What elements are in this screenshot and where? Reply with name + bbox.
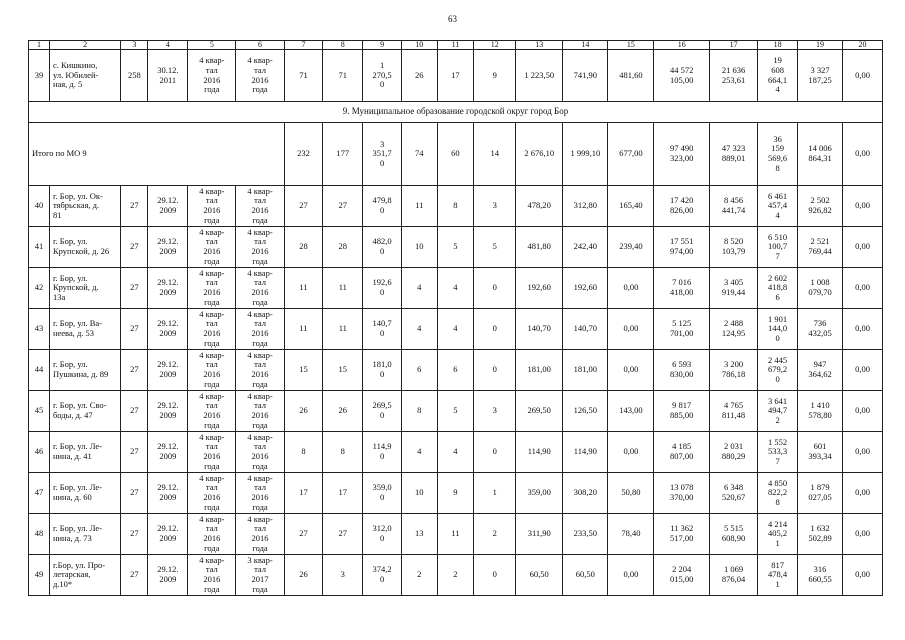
table-cell: 3: [474, 186, 516, 227]
table-cell: 17 420 826,00: [654, 186, 710, 227]
column-number: 19: [797, 41, 842, 50]
address-cell: г. Бор, ул. Ле- нина, д. 60: [49, 473, 120, 514]
column-number: 4: [148, 41, 188, 50]
table-cell: 3: [474, 391, 516, 432]
table-cell: 4 квар- тал 2016 года: [188, 391, 236, 432]
table-cell: 239,40: [608, 227, 654, 268]
table-cell: 308,20: [563, 473, 608, 514]
total-cell: 60: [437, 123, 474, 186]
table-cell: 4 214 405,2 1: [758, 514, 798, 555]
table-cell: 27: [121, 350, 148, 391]
table-cell: 4 185 807,00: [654, 432, 710, 473]
column-number: 7: [284, 41, 323, 50]
table-cell: 17: [437, 50, 474, 102]
column-number: 12: [474, 41, 516, 50]
table-cell: 192,60: [516, 268, 563, 309]
section-row: [29, 102, 883, 123]
table-row: [29, 432, 883, 473]
table-cell: 2 204 015,00: [654, 555, 710, 596]
column-number: 16: [654, 41, 710, 50]
table-cell: 2: [437, 555, 474, 596]
address-cell: г. Бор, ул. Крупской, д. 13а: [49, 268, 120, 309]
table-cell: 8 520 103,79: [709, 227, 757, 268]
column-number: 3: [121, 41, 148, 50]
table-cell: 27: [284, 514, 323, 555]
table-cell: 26: [323, 391, 363, 432]
table-cell: 27: [284, 186, 323, 227]
table-cell: 15: [284, 350, 323, 391]
table-cell: 311,90: [516, 514, 563, 555]
table-cell: 46: [29, 432, 50, 473]
table-cell: 6 593 830,00: [654, 350, 710, 391]
table-cell: 41: [29, 227, 50, 268]
table-cell: 5 515 608,90: [709, 514, 757, 555]
table-cell: 8: [284, 432, 323, 473]
address-cell: г. Бор, ул. Ле- нина, д. 41: [49, 432, 120, 473]
table-cell: 27: [121, 391, 148, 432]
table-cell: 181,0 0: [363, 350, 402, 391]
table-cell: 44: [29, 350, 50, 391]
table-cell: 26: [401, 50, 437, 102]
table-row: [29, 555, 883, 596]
table-cell: 140,70: [516, 309, 563, 350]
table-cell: 11: [437, 514, 474, 555]
table-cell: 48: [29, 514, 50, 555]
table-cell: 4 квар- тал 2016 года: [236, 350, 284, 391]
table-cell: 71: [323, 50, 363, 102]
table-cell: 26: [284, 555, 323, 596]
table-cell: 0,00: [608, 268, 654, 309]
table-cell: 2 031 880,29: [709, 432, 757, 473]
table-cell: 17: [284, 473, 323, 514]
data-table: [28, 40, 883, 596]
table-cell: 947 364,62: [797, 350, 842, 391]
table-cell: 4 квар- тал 2016 года: [188, 432, 236, 473]
table-cell: 60,50: [563, 555, 608, 596]
table-cell: 49: [29, 555, 50, 596]
column-number-row: [29, 41, 883, 50]
table-cell: 29.12. 2009: [148, 555, 188, 596]
table-cell: 6: [401, 350, 437, 391]
table-cell: 8: [323, 432, 363, 473]
table-cell: 5: [474, 227, 516, 268]
table-cell: 601 393,34: [797, 432, 842, 473]
table-cell: 4 квар- тал 2016 года: [236, 391, 284, 432]
total-cell: 36 159 569,6 8: [758, 123, 798, 186]
table-cell: 4 квар- тал 2016 года: [188, 186, 236, 227]
table-cell: 17: [323, 473, 363, 514]
table-cell: 42: [29, 268, 50, 309]
table-cell: 4 квар- тал 2016 года: [188, 555, 236, 596]
table-cell: 736 432,05: [797, 309, 842, 350]
table-row: [29, 309, 883, 350]
table-cell: 4 квар- тал 2016 года: [188, 268, 236, 309]
table-cell: 17 551 974,00: [654, 227, 710, 268]
table-cell: 29.12. 2009: [148, 309, 188, 350]
table-cell: 8 456 441,74: [709, 186, 757, 227]
table-cell: 11: [284, 309, 323, 350]
table-cell: 4 квар- тал 2016 года: [236, 514, 284, 555]
address-cell: г. Бор, ул. Ле- нина, д. 73: [49, 514, 120, 555]
table-cell: 2 488 124,95: [709, 309, 757, 350]
table-cell: 3 квар- тал 2017 года: [236, 555, 284, 596]
table-cell: 1: [474, 473, 516, 514]
total-cell: 0,00: [843, 123, 883, 186]
table-cell: 4 квар- тал 2016 года: [236, 268, 284, 309]
table-cell: 4 квар- тал 2016 года: [188, 50, 236, 102]
table-row: [29, 350, 883, 391]
total-cell: 47 323 889,01: [709, 123, 757, 186]
column-number: 1: [29, 41, 50, 50]
table-cell: 29.12. 2009: [148, 514, 188, 555]
table-row: [29, 186, 883, 227]
total-cell: 3 351,7 0: [363, 123, 402, 186]
table-cell: 181,00: [516, 350, 563, 391]
table-cell: 4: [401, 432, 437, 473]
table-cell: 11: [401, 186, 437, 227]
table-cell: 126,50: [563, 391, 608, 432]
section-title: 9. Муниципальное образование городской округ город Бор: [29, 102, 883, 123]
table-row: [29, 268, 883, 309]
table-row: [29, 227, 883, 268]
table-cell: 19 608 664,1 4: [758, 50, 798, 102]
table-row: [29, 473, 883, 514]
table-cell: 9 817 885,00: [654, 391, 710, 432]
table-cell: 29.12. 2009: [148, 391, 188, 432]
table-cell: 481,60: [608, 50, 654, 102]
total-cell: 97 490 323,00: [654, 123, 710, 186]
table-cell: 0,00: [843, 50, 883, 102]
table-cell: 0,00: [843, 473, 883, 514]
table-cell: 28: [284, 227, 323, 268]
table-cell: 4 квар- тал 2016 года: [236, 473, 284, 514]
table-cell: 316 660,55: [797, 555, 842, 596]
table-cell: 27: [121, 473, 148, 514]
address-cell: г. Бор, ул. Крупской, д. 26: [49, 227, 120, 268]
table-row: [29, 514, 883, 555]
table-cell: 45: [29, 391, 50, 432]
table-cell: 1 552 533,3 7: [758, 432, 798, 473]
table-cell: 1 901 144,0 0: [758, 309, 798, 350]
column-number: 18: [758, 41, 798, 50]
column-number: 15: [608, 41, 654, 50]
table-cell: 0,00: [843, 514, 883, 555]
table-cell: 0,00: [843, 350, 883, 391]
table-cell: 1 632 502,89: [797, 514, 842, 555]
total-cell: 1 999,10: [563, 123, 608, 186]
table-cell: 258: [121, 50, 148, 102]
table-cell: 0,00: [843, 391, 883, 432]
table-cell: 1 069 876,04: [709, 555, 757, 596]
table-cell: 27: [121, 555, 148, 596]
column-number: 11: [437, 41, 474, 50]
table-cell: 4 квар- тал 2016 года: [188, 350, 236, 391]
table-cell: 71: [284, 50, 323, 102]
column-number: 2: [49, 41, 120, 50]
table-cell: 30.12. 2011: [148, 50, 188, 102]
table-cell: 0,00: [843, 432, 883, 473]
table-cell: 28: [323, 227, 363, 268]
table-cell: 27: [121, 227, 148, 268]
table-cell: 359,0 0: [363, 473, 402, 514]
table-cell: 13: [401, 514, 437, 555]
table-cell: 2 521 769,44: [797, 227, 842, 268]
table-cell: 50,80: [608, 473, 654, 514]
table-cell: 269,50: [516, 391, 563, 432]
table-cell: 4 квар- тал 2016 года: [236, 227, 284, 268]
table-cell: 78,40: [608, 514, 654, 555]
table-cell: 29.12. 2009: [148, 227, 188, 268]
table-cell: 5: [437, 227, 474, 268]
table-cell: 10: [401, 473, 437, 514]
table-cell: 817 478,4 1: [758, 555, 798, 596]
table-cell: 4 квар- тал 2016 года: [236, 50, 284, 102]
table-cell: 0: [474, 432, 516, 473]
total-cell: 74: [401, 123, 437, 186]
table-cell: 140,7 0: [363, 309, 402, 350]
table-cell: 3: [323, 555, 363, 596]
table-cell: 11: [284, 268, 323, 309]
address-cell: г.Бор, ул. Про- летарская, д.10*: [49, 555, 120, 596]
table-cell: 0,00: [843, 186, 883, 227]
table-cell: 44 572 105,00: [654, 50, 710, 102]
address-cell: г. Бор, ул. Пушкина, д. 89: [49, 350, 120, 391]
table-cell: 1 223,50: [516, 50, 563, 102]
column-number: 17: [709, 41, 757, 50]
table-cell: 181,00: [563, 350, 608, 391]
table-cell: 60,50: [516, 555, 563, 596]
table-cell: 1 410 578,80: [797, 391, 842, 432]
table-cell: 6 348 520,67: [709, 473, 757, 514]
table-cell: 312,80: [563, 186, 608, 227]
table-cell: 3 405 919,44: [709, 268, 757, 309]
table-cell: 1 008 079,70: [797, 268, 842, 309]
column-number: 6: [236, 41, 284, 50]
table-cell: 5 125 701,00: [654, 309, 710, 350]
table-cell: 11: [323, 309, 363, 350]
table-cell: 11 362 517,00: [654, 514, 710, 555]
table-cell: 359,00: [516, 473, 563, 514]
table-cell: 15: [323, 350, 363, 391]
table-cell: 0,00: [608, 350, 654, 391]
table-cell: 13 078 370,00: [654, 473, 710, 514]
total-cell: 677,00: [608, 123, 654, 186]
table-cell: 0,00: [608, 555, 654, 596]
total-cell: 14: [474, 123, 516, 186]
table-cell: 192,60: [563, 268, 608, 309]
table-cell: 114,90: [516, 432, 563, 473]
table-cell: 27: [323, 186, 363, 227]
table-cell: 43: [29, 309, 50, 350]
column-number: 8: [323, 41, 363, 50]
table-cell: 29.12. 2009: [148, 473, 188, 514]
column-number: 14: [563, 41, 608, 50]
table-cell: 4: [401, 309, 437, 350]
table-cell: 114,90: [563, 432, 608, 473]
table-cell: 3 327 187,25: [797, 50, 842, 102]
table-cell: 9: [474, 50, 516, 102]
table-cell: 4: [437, 432, 474, 473]
table-cell: 3 200 786,18: [709, 350, 757, 391]
table-cell: 233,50: [563, 514, 608, 555]
table-cell: 4 квар- тал 2016 года: [236, 432, 284, 473]
table-cell: 482,0 0: [363, 227, 402, 268]
table-cell: 29.12. 2009: [148, 186, 188, 227]
table-cell: 1 270,5 0: [363, 50, 402, 102]
table-cell: 29.12. 2009: [148, 268, 188, 309]
table-cell: 242,40: [563, 227, 608, 268]
total-cell: 232: [284, 123, 323, 186]
address-cell: с. Кишкино, ул. Юбилей- ная, д. 5: [49, 50, 120, 102]
address-cell: г. Бор, ул. Ва- неева, д. 53: [49, 309, 120, 350]
table-cell: 3 641 494,7 2: [758, 391, 798, 432]
table-cell: 4: [401, 268, 437, 309]
table-cell: 478,20: [516, 186, 563, 227]
table-cell: 481,80: [516, 227, 563, 268]
table-cell: 27: [323, 514, 363, 555]
table-cell: 6 461 457,4 4: [758, 186, 798, 227]
column-number: 10: [401, 41, 437, 50]
table-cell: 0,00: [843, 227, 883, 268]
table-cell: 4 850 822,2 8: [758, 473, 798, 514]
table-cell: 4 квар- тал 2016 года: [236, 186, 284, 227]
column-number: 13: [516, 41, 563, 50]
total-cell: 177: [323, 123, 363, 186]
table-cell: 6: [437, 350, 474, 391]
table-cell: 4 квар- тал 2016 года: [188, 473, 236, 514]
table-cell: 114,9 0: [363, 432, 402, 473]
column-number: 9: [363, 41, 402, 50]
table-cell: 0,00: [843, 268, 883, 309]
table-cell: 312,0 0: [363, 514, 402, 555]
table-cell: 479,8 0: [363, 186, 402, 227]
table-cell: 0,00: [843, 309, 883, 350]
table-cell: 21 636 253,61: [709, 50, 757, 102]
table-cell: 2: [401, 555, 437, 596]
table-cell: 0,00: [843, 555, 883, 596]
table-cell: 140,70: [563, 309, 608, 350]
table-cell: 4 квар- тал 2016 года: [188, 514, 236, 555]
table-cell: 4: [437, 309, 474, 350]
table-cell: 6 510 100,7 7: [758, 227, 798, 268]
total-row: [29, 123, 883, 186]
table-cell: 39: [29, 50, 50, 102]
table-cell: 10: [401, 227, 437, 268]
page-number: 63: [448, 14, 457, 24]
table-cell: 29.12. 2009: [148, 350, 188, 391]
table-cell: 47: [29, 473, 50, 514]
table-cell: 9: [437, 473, 474, 514]
table-cell: 8: [401, 391, 437, 432]
table-cell: 27: [121, 186, 148, 227]
table-cell: 0: [474, 350, 516, 391]
table-cell: 2 445 679,2 0: [758, 350, 798, 391]
table-cell: 27: [121, 432, 148, 473]
table-cell: 26: [284, 391, 323, 432]
column-number: 20: [843, 41, 883, 50]
table-cell: 1 879 027,05: [797, 473, 842, 514]
table-cell: 40: [29, 186, 50, 227]
table-cell: 4: [437, 268, 474, 309]
table-cell: 4 765 811,48: [709, 391, 757, 432]
table-cell: 0,00: [608, 432, 654, 473]
address-cell: г. Бор, ул. Сво- боды, д. 47: [49, 391, 120, 432]
table-cell: 0,00: [608, 309, 654, 350]
total-cell: 2 676,10: [516, 123, 563, 186]
table-cell: 5: [437, 391, 474, 432]
table-cell: 29.12. 2009: [148, 432, 188, 473]
table-cell: 27: [121, 268, 148, 309]
table-cell: 4 квар- тал 2016 года: [188, 309, 236, 350]
table-cell: 2 602 418,8 6: [758, 268, 798, 309]
table-cell: 192,6 0: [363, 268, 402, 309]
table-cell: 27: [121, 309, 148, 350]
table-cell: 8: [437, 186, 474, 227]
table-row: [29, 391, 883, 432]
table-cell: 741,90: [563, 50, 608, 102]
table-cell: 374,2 0: [363, 555, 402, 596]
table-cell: 7 016 418,00: [654, 268, 710, 309]
table-cell: 0: [474, 309, 516, 350]
column-number: 5: [188, 41, 236, 50]
table-cell: 2 502 926,82: [797, 186, 842, 227]
table-cell: 2: [474, 514, 516, 555]
table-cell: 4 квар- тал 2016 года: [188, 227, 236, 268]
table-cell: 269,5 0: [363, 391, 402, 432]
table-cell: 4 квар- тал 2016 года: [236, 309, 284, 350]
table-cell: 165,40: [608, 186, 654, 227]
table-cell: 0: [474, 268, 516, 309]
table-cell: 11: [323, 268, 363, 309]
total-label: Итого по МО 9: [29, 123, 285, 186]
table-cell: 143,00: [608, 391, 654, 432]
address-cell: г. Бор, ул. Ок- тябрьская, д. 81: [49, 186, 120, 227]
table-row: [29, 50, 883, 102]
table-cell: 0: [474, 555, 516, 596]
table-cell: 27: [121, 514, 148, 555]
total-cell: 14 006 864,31: [797, 123, 842, 186]
